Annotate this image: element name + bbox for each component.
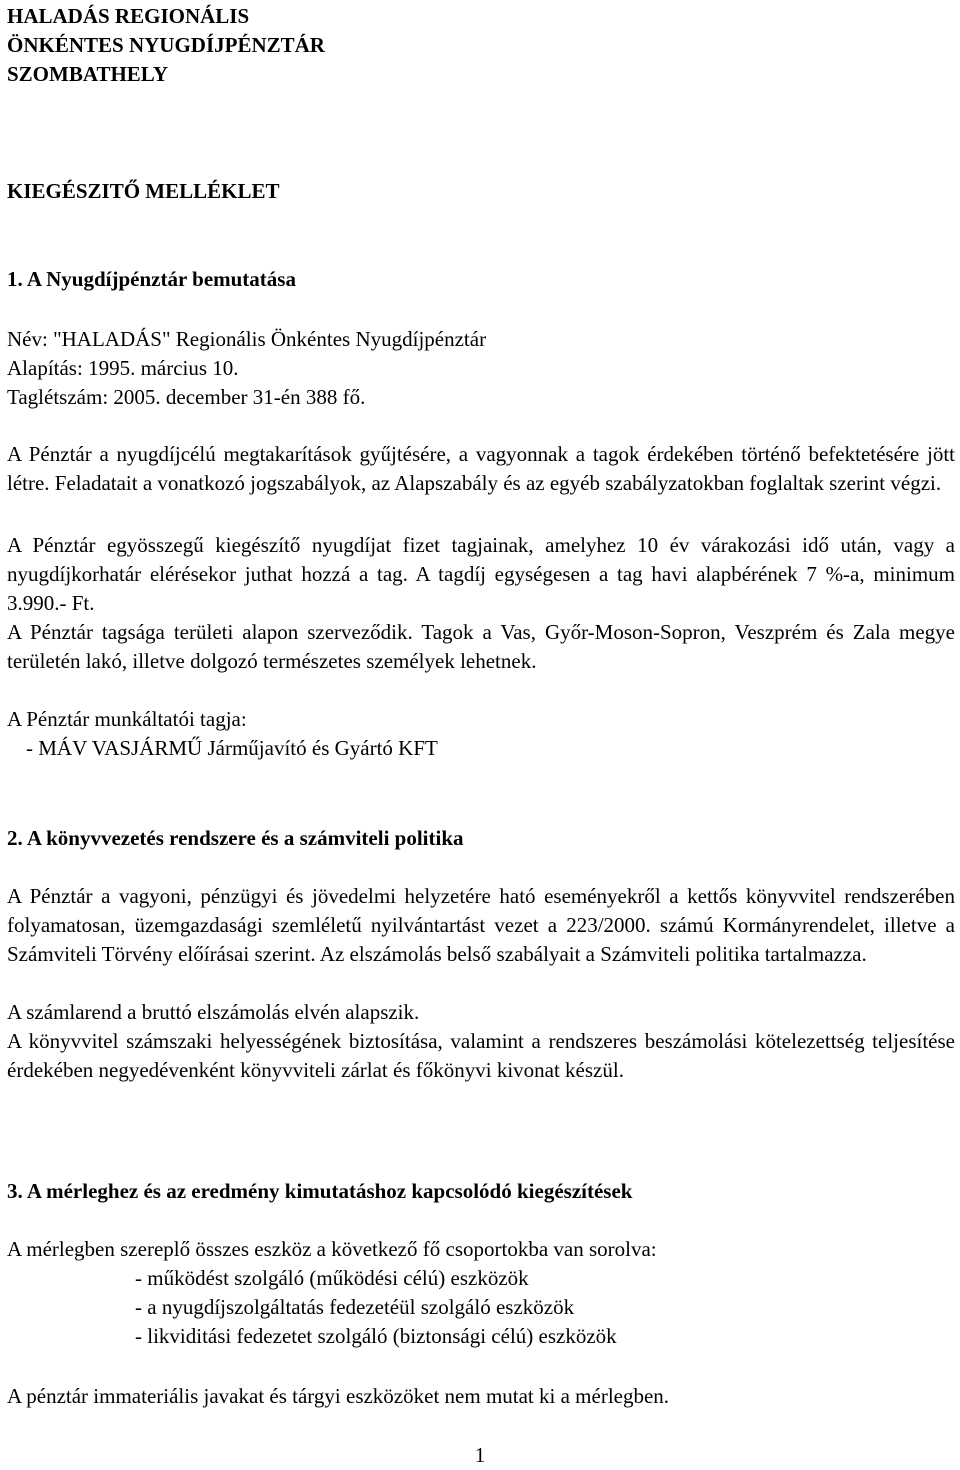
fact-name: Név: "HALADÁS" Regionális Önkéntes Nyugdíjpénztár (7, 327, 487, 351)
asset-groups-list (7, 1264, 955, 1351)
section-2-heading: 2. A könyvvezetés rendszere és a számviteli politika (7, 826, 464, 850)
section-3-closing: A pénztár immateriális javakat és tárgyi eszközöket nem mutat ki a mérlegben. (7, 1384, 670, 1408)
section-3-heading: 3. A mérleghez és az eredmény kimutatáshoz kapcsolódó kiegészítések (7, 1179, 633, 1203)
org-header-line-2: ÖNKÉNTES NYUGDÍJPÉNZTÁR (7, 33, 325, 57)
section-2-paragraph-2: A számlarend a bruttó elszámolás elvén alapszik. (7, 1000, 420, 1024)
section-3-intro: A mérlegben szereplő összes eszköz a következő fő csoportokba van sorolva: (7, 1237, 657, 1261)
list-item: - működést szolgáló (működési célú) eszközök (135, 1266, 529, 1290)
document-title: KIEGÉSZITŐ MELLÉKLET (7, 179, 280, 203)
fact-founded: Alapítás: 1995. március 10. (7, 356, 239, 380)
list-item: - a nyugdíjszolgáltatás fedezetéül szolgáló eszközök (135, 1295, 575, 1319)
org-header-line-1: HALADÁS REGIONÁLIS (7, 4, 250, 28)
list-item: - likviditási fedezetet szolgáló (biztonsági célú) eszközök (135, 1324, 617, 1348)
section-2-paragraph-1: A Pénztár a vagyoni, pénzügyi és jövedelmi helyzetére ható eseményekről a kettős könyvvitel rendszerében folyamatosan, üzemgazdasági szemléletű nyilvántartást vezet a 223/2000. számú Kormányrendelet, illetve a Számviteli Törvény előírásai szerint. Az elszámolás belső szabályait a Számviteli politika tartalmazza. (7, 884, 955, 966)
section-2-paragraph-3: A könyvvitel számszaki helyességének biztosítása, valamint a rendszeres beszámolási kötelezettség teljesítése érdekében negyedévenként könyvviteli zárlat és főkönyvi kivonat készül. (7, 1029, 955, 1082)
org-header-line-3: SZOMBATHELY (7, 62, 169, 86)
section-1-paragraph-2: A Pénztár egyösszegű kiegészítő nyugdíjat fizet tagjainak, amelyhez 10 év várakozási idő után, vagy a nyugdíjkorhatár elérésekor juthat hozzá a tag. A tagdíj egységesen a tag havi alapbérének 7 %-a, minimum 3.990.- Ft. (7, 533, 955, 615)
section-1-heading: 1. A Nyugdíjpénztár bemutatása (7, 267, 296, 291)
fact-membership: Taglétszám: 2005. december 31-én 388 fő. (7, 385, 366, 409)
section-1-paragraph-1: A Pénztár a nyugdíjcélú megtakarítások gyűjtésére, a vagyonnak a tagok érdekében történő befektetésére jött létre. Feladatait a vonatkozó jogszabályok, az Alapszabály és az egyéb szabályzatokban foglaltak szerint végzi. (7, 442, 955, 495)
employer-label: A Pénztár munkáltatói tagja: (7, 707, 247, 731)
page-number: 1 (474, 1443, 486, 1467)
employer-item: - MÁV VASJÁRMŰ Járműjavító és Gyártó KFT (26, 736, 438, 760)
org-header (7, 2, 955, 89)
employer-member (7, 705, 955, 763)
fund-facts (7, 325, 955, 412)
section-1-paragraph-3: A Pénztár tagsága területi alapon szerveződik. Tagok a Vas, Győr-Moson-Sopron, Veszprém és Zala megye területén lakó, illetve dolgozó természetes személyek lehetnek. (7, 620, 955, 673)
